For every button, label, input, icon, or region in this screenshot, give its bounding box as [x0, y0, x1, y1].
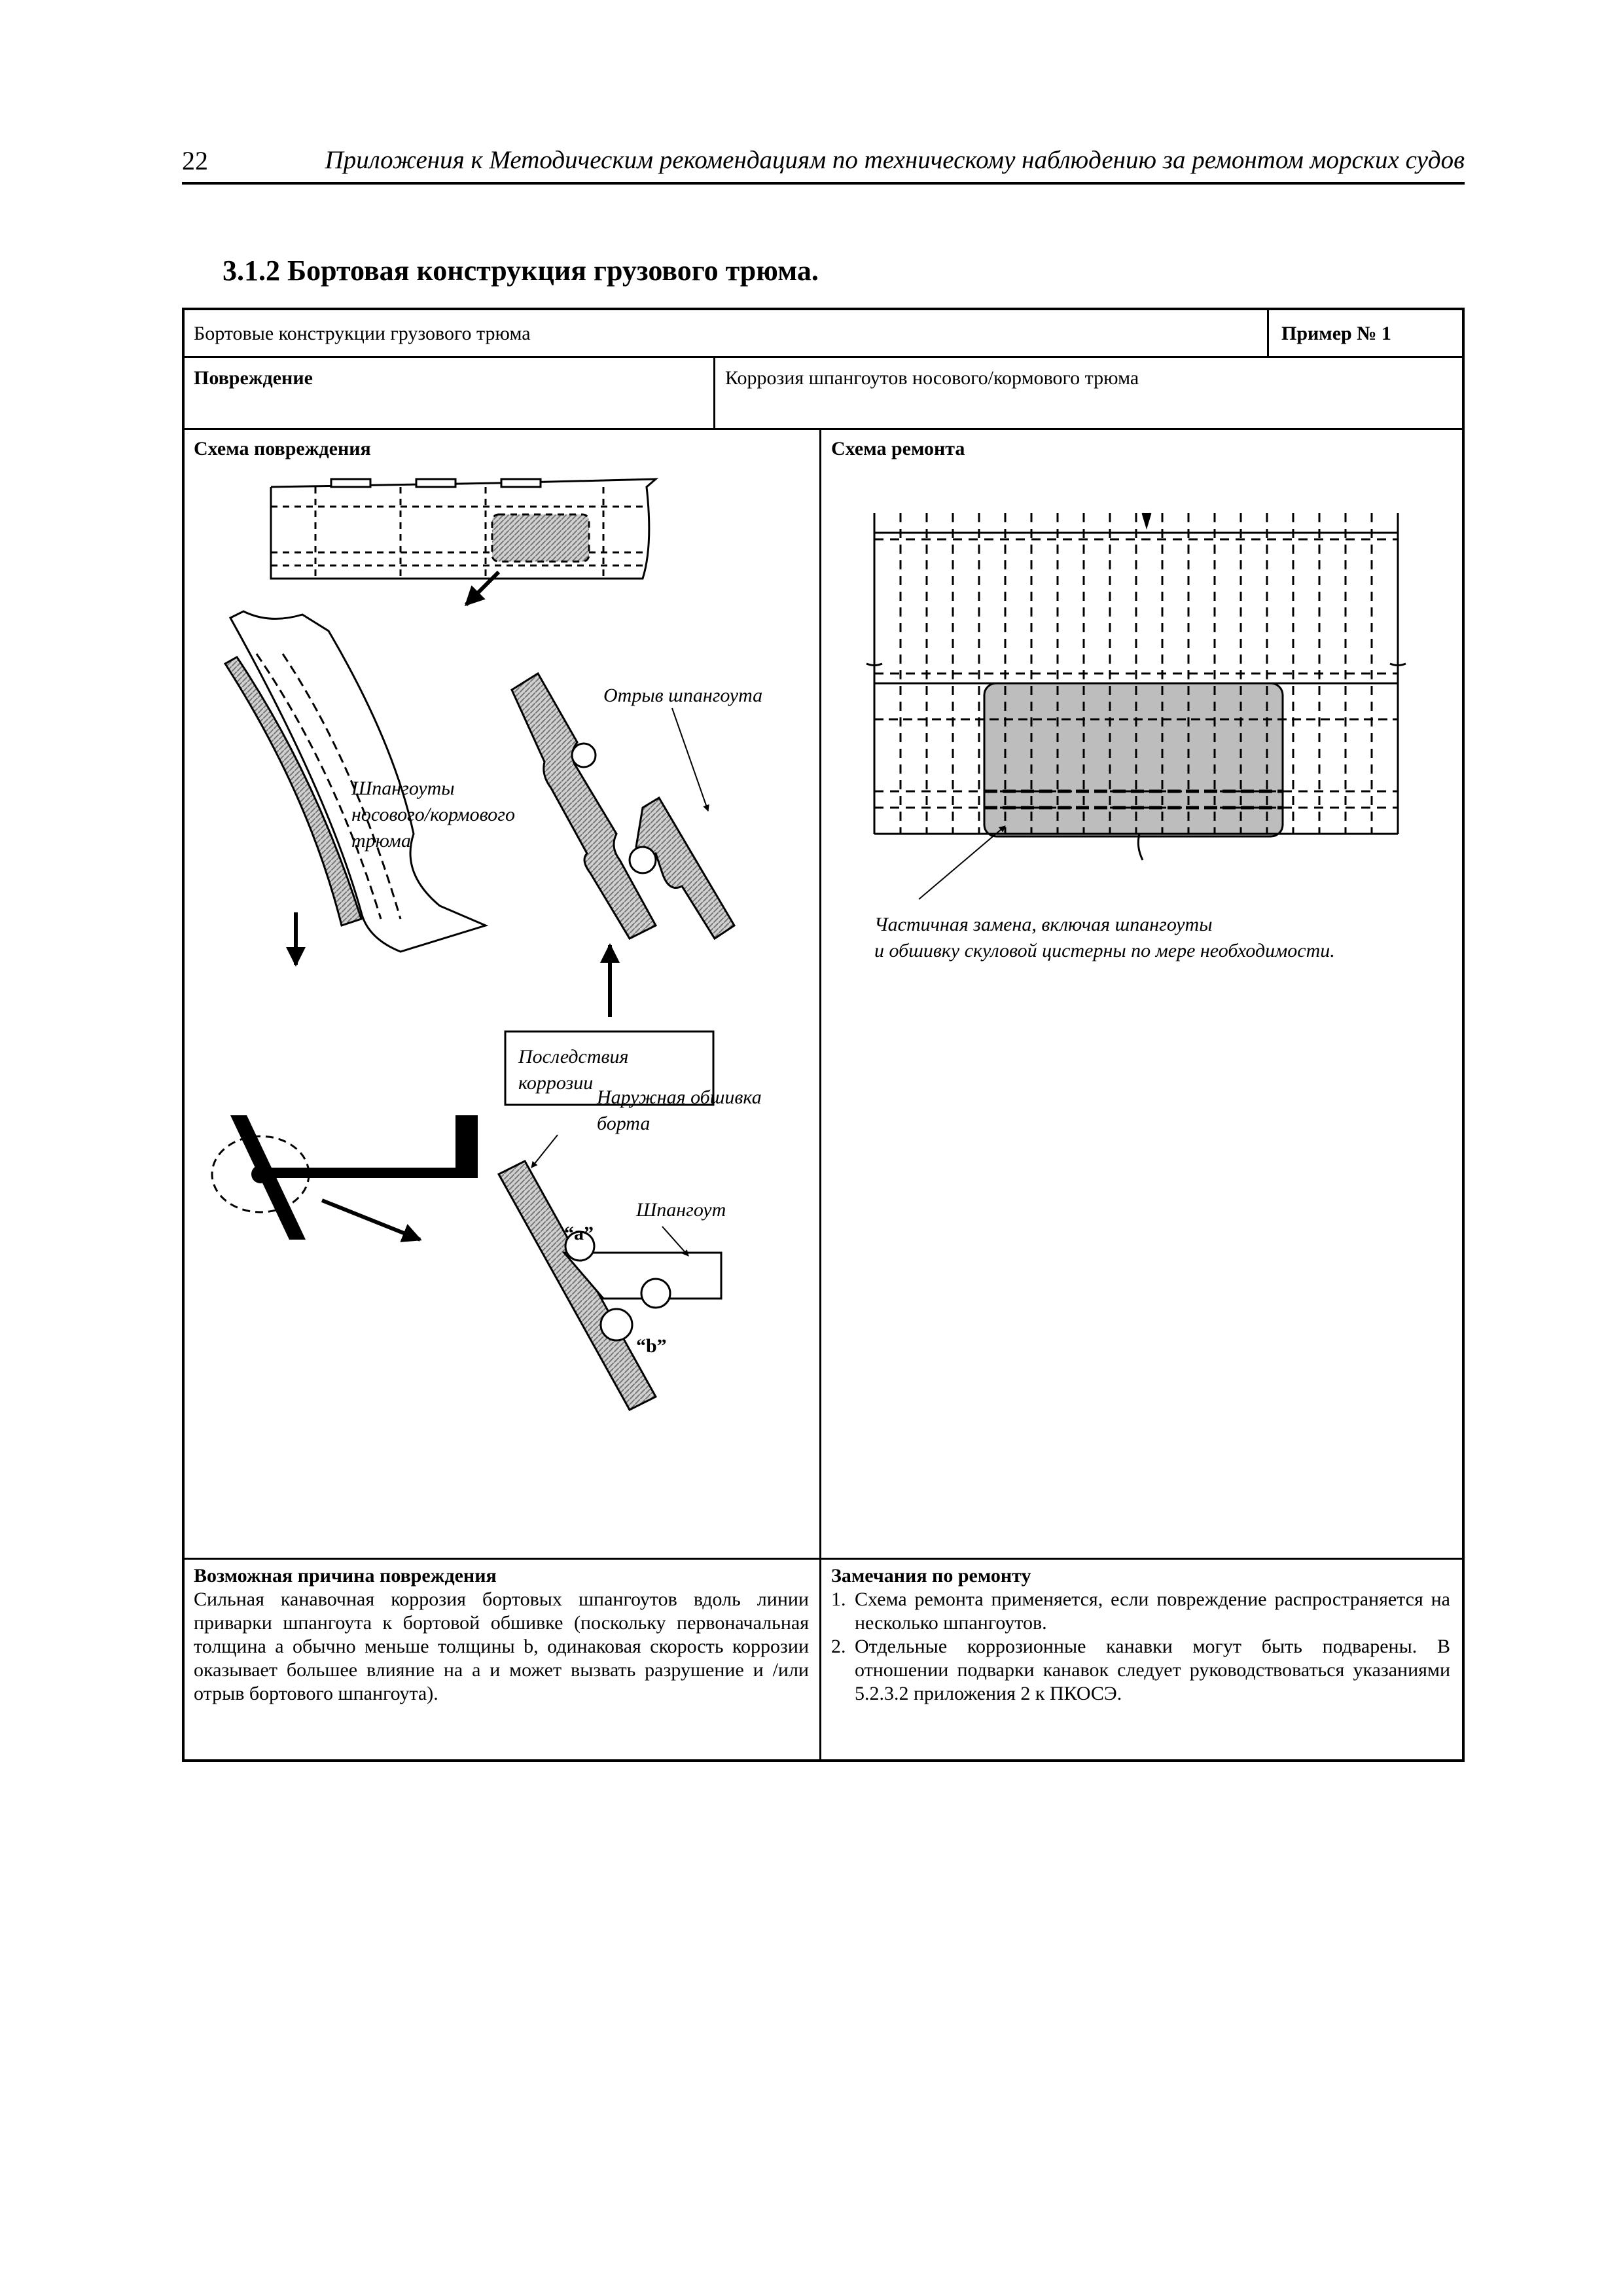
frame-pointer	[662, 1227, 688, 1256]
label-frame-break: Отрыв шпангоута	[603, 685, 763, 706]
frame-cross-section	[230, 1115, 478, 1240]
repair-grid	[866, 513, 1406, 860]
label-b: “b”	[636, 1335, 667, 1357]
remarks-label: Замечания по ремонту	[831, 1565, 1031, 1587]
damage-label: Повреждение	[194, 367, 313, 389]
damage-card-table	[182, 308, 1465, 1762]
running-title: Приложения к Методическим рекомендациям по техническому наблюдению за ремонтом морских судов	[325, 146, 1465, 174]
damage-scheme-diagram	[185, 467, 817, 1554]
zoom-arrow-2	[322, 1200, 420, 1240]
col-divider-damage	[713, 356, 715, 428]
ship-side-plan	[271, 479, 656, 579]
row-divider-2	[185, 428, 1462, 430]
label-outer-plating-line2: борта	[597, 1113, 651, 1134]
remark-text: Отдельные коррозионные канавки могут быть подварены. В отношении подварки канавок следует руководствоваться указаниями 5.2.3.2 приложения 2 к ПКОСЭ.	[855, 1636, 1450, 1704]
remark-number: 2.	[831, 1636, 846, 1657]
col-divider-example	[1267, 310, 1269, 356]
remark-text: Схема ремонта применяется, если повреждение распространяется на несколько шпангоутов.	[855, 1588, 1450, 1634]
col-divider-schemes	[819, 428, 821, 1759]
label-outer-plating-line1: Наружная обшивка	[597, 1086, 762, 1108]
example-label: Пример № 1	[1281, 323, 1391, 344]
zoom-arrow-1	[466, 572, 499, 605]
repair-caption-line1: Частичная замена, включая шпангоуты	[874, 914, 1213, 935]
replacement-pointer	[919, 826, 1005, 899]
break-pointer	[672, 708, 708, 811]
broken-frame-detail	[512, 673, 734, 939]
remarks-list	[831, 1588, 1450, 1706]
label-consequences-line2: коррозии	[518, 1072, 594, 1094]
cause-text: Сильная канавочная коррозия бортовых шпангоутов вдоль линии приварки шпангоута к бортовой обшивке (поскольку первоначальная толщина a обычно меньше толщины b, одинаковая скорость коррозии оказывает большее влияние на a и может вызвать разрушение и /или отрыв бортового шпангоута).	[194, 1588, 809, 1704]
remark-item	[831, 1635, 1450, 1706]
row-divider-1	[185, 356, 1462, 358]
damage-scheme-label: Схема повреждения	[194, 438, 371, 459]
label-frames-line2: носового/кормового	[351, 804, 515, 825]
repair-caption-line2: и обшивку скуловой цистерны по мере необходимости.	[874, 940, 1335, 961]
section-title: 3.1.2 Бортовая конструкция грузового трюма.	[223, 255, 819, 287]
label-frame: Шпангоут	[636, 1199, 726, 1221]
plating-frame-detail	[499, 1161, 721, 1410]
repair-scheme-label: Схема ремонта	[831, 438, 965, 459]
row-divider-3	[185, 1558, 1462, 1560]
label-frames-line3: трюма	[351, 830, 411, 852]
page-header	[182, 143, 1465, 185]
structure-label: Бортовые конструкции грузового трюма	[194, 323, 531, 344]
label-frames-line1: Шпангоуты	[351, 778, 455, 799]
remark-number: 1.	[831, 1588, 846, 1610]
label-consequences-line1: Последствия	[518, 1046, 629, 1067]
label-a: “a”	[564, 1223, 594, 1244]
remark-item	[831, 1588, 1450, 1635]
plating-pointer	[531, 1135, 558, 1168]
page-number: 22	[182, 146, 208, 175]
cause-label: Возможная причина повреждения	[194, 1565, 497, 1587]
repair-scheme-diagram	[822, 467, 1461, 1554]
damage-value: Коррозия шпангоутов носового/кормового трюма	[725, 367, 1139, 389]
